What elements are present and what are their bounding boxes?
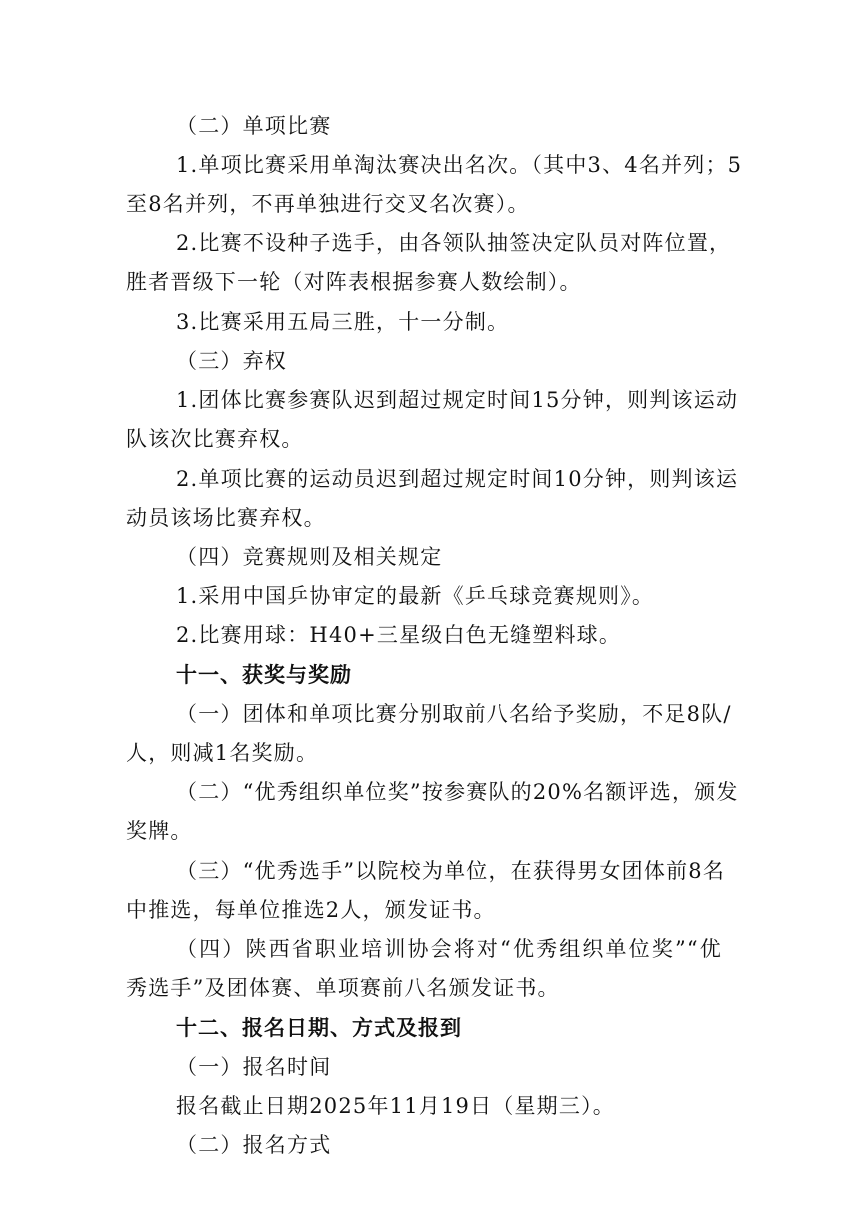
paragraph-line: 3.比赛采用五局三胜，十一分制。: [176, 310, 510, 334]
paragraph-line: 秀选手”及团体赛、单项赛前八名颁发证书。: [126, 976, 560, 1000]
subsection-heading-forfeit: （三）弃权: [176, 349, 287, 373]
subsection-heading-registration-method: （二）报名方式: [176, 1133, 332, 1157]
paragraph-line: （四）陕西省职业培训协会将对“优秀组织单位奖”“优: [176, 937, 722, 961]
paragraph-line: 1.团体比赛参赛队迟到超过规定时间15分钟，则判该运动: [176, 388, 739, 412]
paragraph-line: 胜者晋级下一轮（对阵表根据参赛人数绘制）。: [126, 270, 582, 294]
paragraph-line: （二）“优秀组织单位奖”按参赛队的20%名额评选，颁发: [176, 780, 739, 804]
paragraph-line: 奖牌。: [126, 819, 193, 843]
paragraph-line: 2.比赛用球：H40+三星级白色无缝塑料球。: [176, 623, 622, 647]
paragraph-line: 1.单项比赛采用单淘汰赛决出名次。（其中3、4名并列；5: [176, 153, 743, 177]
paragraph-line: 报名截止日期2025年11月19日（星期三）。: [176, 1094, 615, 1118]
paragraph-line: 人，则减1名奖励。: [126, 741, 319, 765]
paragraph-line: 中推选，每单位推选2人，颁发证书。: [126, 898, 496, 922]
paragraph-line: （一）团体和单项比赛分别取前八名给予奖励，不足8队/: [176, 702, 732, 726]
paragraph-line: 队该次比赛弃权。: [126, 427, 304, 451]
paragraph-line: 2.比赛不设种子选手，由各领队抽签决定队员对阵位置，: [176, 231, 732, 255]
subsection-heading-singles: （二）单项比赛: [176, 114, 332, 138]
subsection-heading-registration-time: （一）报名时间: [176, 1055, 332, 1079]
section-heading-registration: 十二、报名日期、方式及报到: [176, 1016, 462, 1040]
paragraph-line: 至8名并列，不再单独进行交叉名次赛）。: [126, 192, 530, 216]
paragraph-line: 1.采用中国乒协审定的最新《乒乓球竞赛规则》。: [176, 584, 655, 608]
paragraph-line: （三）“优秀选手”以院校为单位，在获得男女团体前8名: [176, 859, 726, 883]
paragraph-line: 动员该场比赛弃权。: [126, 506, 326, 530]
section-heading-awards: 十一、获奖与奖励: [176, 663, 352, 687]
subsection-heading-rules: （四）竞赛规则及相关规定: [176, 545, 443, 569]
paragraph-line: 2.单项比赛的运动员迟到超过规定时间10分钟，则判该运: [176, 467, 739, 491]
